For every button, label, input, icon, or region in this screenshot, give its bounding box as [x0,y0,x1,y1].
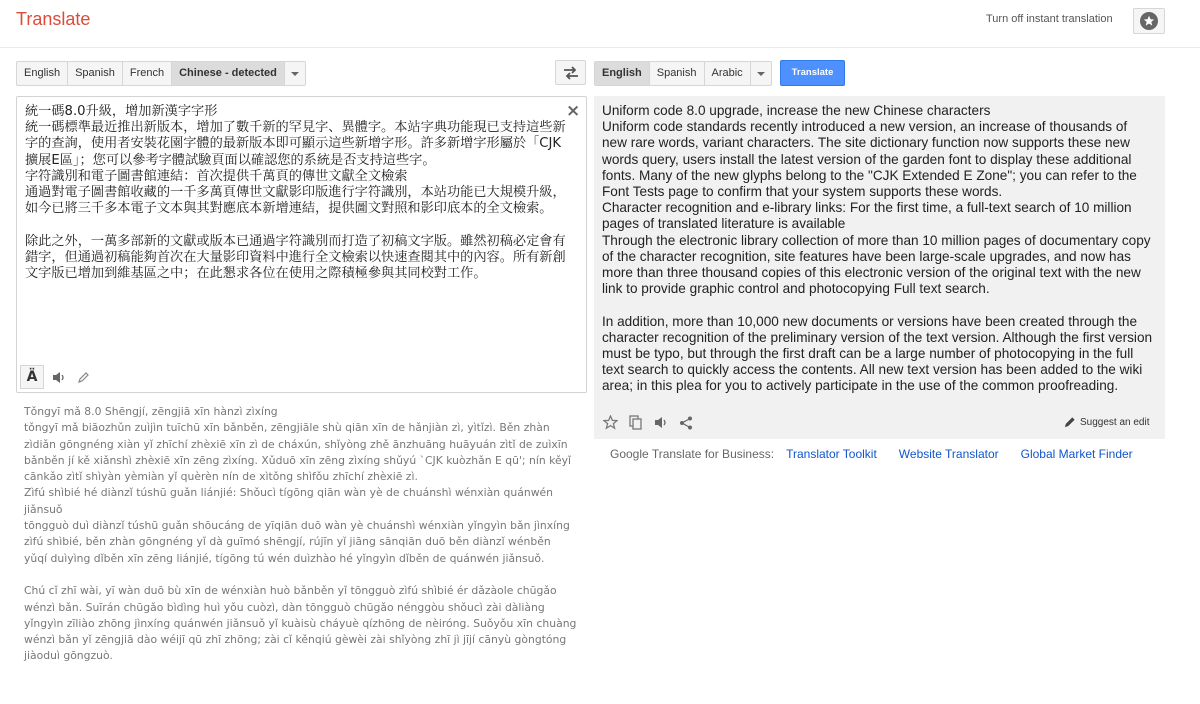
result-toolbar [602,414,694,431]
source-lang-spanish[interactable]: Spanish [68,62,123,85]
app-title[interactable]: Translate [16,9,91,29]
instant-translation-toggle[interactable]: Turn off instant translation [986,13,1113,25]
chevron-down-icon [291,72,299,76]
speaker-icon[interactable] [50,368,68,386]
clear-source-button[interactable]: × [566,101,581,121]
source-romanization: Tǒngyī mǎ 8.0 Shēngjí, zēngjiā xīn hànzì zìxíng tǒngyī mǎ biāozhǔn zuìjìn tuīchū xīn bǎnběn, zēngjiāle shù qiān xīn de hǎnjiàn zì, yìtǐzì. Běn zhàn zìdiǎn gōngnéng xiàn yǐ zhīchí zhèxiē xīn zì de cháxún, shǐyòng zhě ānzhuāng huāyuán zìtǐ de zuìxīn bǎnběn jí kě xiǎnshì zhèxiē xīn zēng zìxíng. Xǔduō xīn zēng zìxíng shǔyú `CJK kuòzhǎn E qū'; nín kěyǐ cānkǎo zìtǐ shìyàn yèmiàn yǐ quèrèn nín de xìtǒng shìfǒu zhīchí zhèxiē zì. Zìfú shìbié hé diànzǐ túshū guǎn liánjié: Shǒucì tígōng qiān wàn yè de chuánshì wénxiàn quánwén jiǎnsuǒ tōngguò duì diànzǐ túshū guǎn shōucáng de yīqiān duō wàn yè chuánshì wénxiàn yǐngyìn bǎn jìnxíng zìfú shìbié, běn zhàn gōngnéng yǐ dà guīmó shēngjí, rújīn yǐ jiāng sānqiān duō běn diànzǐ wénběn yǔqí duìyìng dǐběn xīn zēng liánjié, tígōng tú wén duìzhào hé yǐngyìn dǐběn de quánwén jiǎnsuǒ. Chú cǐ zhī wài, yī wàn duō bù xīn de wénxiàn huò bǎnběn yǐ tōngguò zìfú shìbié ér dǎzàole chūgǎo wénzì bǎn. Suīrán chūgǎo bìdìng huì yǒu cuòzì, dàn tōngguò chūgǎo nénggòu shǒucì zài dàliàng yǐngyìn zīliào zhōng jìnxíng quánwén jiǎnsuǒ yǐ kuàisù cháyuè qízhōng de nèiróng. Suǒyǒu xīn chuàng wénzì bǎn yǐ zēngjiā dào wéijī qū zhī zhōng; zài cǐ kěnqiú gèwèi zài shǐyòng zhī jì jījí cānyù gòngtóng jiàoduì gōngzuò. [24,405,577,663]
source-lang-french[interactable]: French [123,62,172,85]
result-text[interactable]: Uniform code 8.0 upgrade, increase the new Chinese characters Uniform code standards recently introduced a new version, an increase of thousands of new rare words, variant characters. The site dictionary function now supports these new words query, users install the latest version of the garden font to display these additional fonts. Many of the new glyphs belong to the "CJK Extended E Zone"; you can refer to the Font Tests page to confirm that your system supports these words. Character recognition and e-library links: For the first time, a full-text search of 10 million pages of translated literature is available Through the electronic library collection of more than 10 million pages of documentary copy of the character recognition, site features have been large-scale upgrades, and now has more than three thousand copies of this electronic version of the original text with the new link to provide graphic control and photocopying Full text search. In addition, more than 10,000 new documents or versions have been created through the character recognition of the preliminary version of the text version. Although the first version must be typo, but through the first draft can be a large number of photocopying in the full text search to quickly access the contents. All new text version has been added to the wiki area; in this plea for you to actively participate in the use of the common proofreading. [602,103,1153,394]
suggest-edit-button[interactable] [1064,416,1150,428]
source-toolbar [20,365,92,389]
source-lang-dropdown[interactable] [285,62,305,85]
target-lang-dropdown[interactable] [751,62,771,85]
copy-icon[interactable] [627,414,644,431]
swap-languages-button[interactable] [555,60,586,85]
target-lang-arabic[interactable]: Arabic [705,62,751,85]
business-links [610,447,1133,461]
source-lang-english[interactable]: English [17,62,68,85]
pencil-icon[interactable] [74,368,92,386]
star-button[interactable] [1133,8,1165,34]
header-bar [0,0,1200,48]
pencil-icon [1064,416,1076,428]
source-text[interactable]: 統一碼8.0升級，增加新漢字字形 統一碼標準最近推出新版本，增加了數千新的罕見字、異體字。本站字典功能現已支持這些新字的查詢，使用者安裝花園字體的最新版本即可顯示這些新增字形。許多新增字形屬於「CJK擴展E區」；您可以參考字體試驗頁面以確認您的系統是否支持這些字。 字符識別和電子圖書館連結：首次提供千萬頁的傳世文獻全文檢索 通過對電子圖書館收藏的一千多萬頁傳世文獻影印版進行字符識別，本站功能已大規模升級，如今已將三千多本電子文本與其對應底本新增連結，提供圖文對照和影印底本的全文檢索。 除此之外，一萬多部新的文獻或版本已通過字符識別而打造了初稿文字版。雖然初稿必定會有錯字，但通過初稿能夠首次在大量影印資料中進行全文檢索以快速查閱其中的內容。所有新創文字版已增加到維基區之中；在此懇求各位在使用之際積極參與其同校對工作。 [25,104,566,282]
speaker-icon[interactable] [652,414,669,431]
translate-button[interactable]: Translate [780,60,845,86]
translator-toolkit-link[interactable]: Translator Toolkit [786,447,877,461]
result-panel [594,96,1165,439]
share-icon[interactable] [677,414,694,431]
source-language-bar [16,61,306,86]
website-translator-link[interactable]: Website Translator [898,447,999,461]
input-tools-button[interactable]: Ä [20,365,44,389]
chevron-down-icon [757,72,765,76]
target-lang-spanish[interactable]: Spanish [650,62,705,85]
swap-icon [563,66,579,80]
business-label: Google Translate for Business: [610,447,775,461]
source-lang-detected[interactable]: Chinese - detected [172,62,285,85]
target-lang-english[interactable]: English [595,62,650,85]
suggest-edit-label: Suggest an edit [1080,416,1150,428]
star-outline-icon[interactable] [602,414,619,431]
global-market-finder-link[interactable]: Global Market Finder [1020,447,1133,461]
target-language-bar [594,61,772,86]
star-icon [1140,12,1158,30]
source-textarea[interactable] [16,96,587,393]
